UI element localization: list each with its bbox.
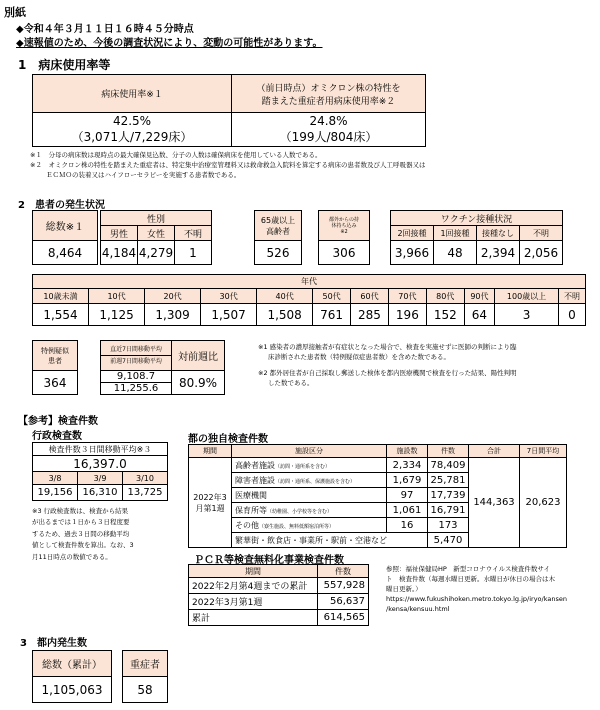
sex-value-male: 4,184 — [101, 241, 138, 265]
cumulative-table — [32, 650, 112, 703]
total-value: 8,464 — [33, 241, 98, 265]
severe-header: 重症者 — [123, 651, 168, 677]
tokyo-header-period: 期間 — [189, 445, 232, 458]
ratio-value: 80.9% — [172, 371, 225, 395]
tokyo-row-facilities: 97 — [387, 488, 428, 503]
age-value: 64 — [464, 304, 494, 326]
sex-header-male: 男性 — [101, 226, 138, 241]
age-header: 100歳以上 — [495, 289, 559, 304]
pcr-row-label: 累計 — [189, 610, 318, 626]
special-value: 364 — [33, 371, 78, 395]
timestamp-line: ◆令和４年３月１１日１６時４５分時点 — [16, 24, 194, 35]
admin-test-title: 行政検査数 — [32, 431, 82, 442]
tokyo-test-title: 都の独自検査件数 — [188, 434, 268, 445]
age-table — [32, 274, 586, 326]
pcr-row-value: 557,928 — [318, 578, 369, 594]
severe-table — [122, 650, 168, 703]
pcr-title: ＰＣＲ等検査無料化事業検査件数 — [194, 555, 344, 566]
age-header: 40代 — [257, 289, 313, 304]
section1-notes: ※１ 分母の病床数は現時点の最大確保見込数、分子の人数は確保病床を使用している人数である。 ※２ オミクロン株の特性を踏まえた重症者は、特定集中治療室管理料又は救命救急入院料を算定する病床の患者数及び人工呼吸器又は ＥＣＭＯの装着又はハイフローセラピーを実施する患者数である。 — [30, 151, 426, 180]
age-header: 20代 — [145, 289, 201, 304]
vaccine-value-2doses: 3,966 — [391, 241, 434, 265]
tokyo-header-facilities: 施設数 — [387, 445, 428, 458]
tokyo-header-count: 件数 — [428, 445, 469, 458]
bed-usage-table — [32, 74, 426, 147]
cumulative-header: 総数（累計） — [33, 651, 112, 677]
tokyo-total: 144,363 — [469, 458, 520, 548]
total-label: 総数※１ — [33, 211, 98, 241]
day-header-3-10: 3/10 — [123, 472, 168, 485]
tokyo-row-count: 16,791 — [428, 503, 469, 518]
age-header: 70代 — [388, 289, 426, 304]
tokyo-row-count: 17,739 — [428, 488, 469, 503]
page-title: 別紙 — [4, 6, 26, 19]
vaccine-label: ワクチン接種状況 — [391, 211, 563, 226]
vaccine-header-unknown: 不明 — [520, 226, 563, 241]
section3-title: 3 都内発生数 — [20, 638, 87, 649]
tokyo-row-label: 高齢者施設（訪問・通所系を含む） — [232, 458, 387, 473]
admin-test-value: 16,397.0 — [33, 456, 168, 472]
pcr-reference: 参照：福祉保健局HP 新型コロナウイルス検査件数サイ ト 検査件数（毎週水曜日更新。水曜日が休日の場合は木 曜日更新。） https://www.fukushihoken.metro.tokyo.lg.jp/iryo/kansen /kensa/kensuu.html — [386, 564, 596, 614]
age-label: 年代 — [33, 275, 586, 289]
tokyo-row-count: 173 — [428, 518, 469, 533]
sex-value-unknown: 1 — [175, 241, 212, 265]
age-value: 3 — [495, 304, 559, 326]
age-value: 1,309 — [145, 304, 201, 326]
sex-table — [100, 210, 212, 265]
tokyo-row-count: 25,781 — [428, 473, 469, 488]
age-value: 761 — [313, 304, 351, 326]
admin-test-table — [32, 442, 168, 501]
bed-usage-value: 42.5% （3,071人/7,229床） — [33, 113, 232, 147]
tokyo-row-facilities: 16 — [387, 518, 428, 533]
vaccine-value-none: 2,394 — [477, 241, 520, 265]
tokyo-test-table — [188, 444, 567, 548]
age-value: 1,507 — [201, 304, 257, 326]
vaccine-header-2doses: 2回接種 — [391, 226, 434, 241]
day-value-3-8: 19,156 — [33, 485, 78, 501]
total-patients-table — [32, 210, 98, 265]
section2-notes: ※1 感染者の濃厚接触者が有症状となった場合で、検査を実施せずに医師の判断により臨 床診断された患者数（特例疑似症患者数）を含めた数である。 ※2 都外居住者が自己採取し郵送した検体を都内医療機関で検査を行った結果、陽性判明 した数である。 — [258, 343, 517, 388]
severe-bed-usage-value: 24.8% （199人/804床） — [232, 113, 426, 147]
day-header-3-9: 3/9 — [78, 472, 123, 485]
vaccine-value-1dose: 48 — [434, 241, 477, 265]
age-header: 50代 — [313, 289, 351, 304]
tokyo-row-count: 78,409 — [428, 458, 469, 473]
age-value: 0 — [558, 304, 585, 326]
sex-label: 性別 — [101, 211, 212, 226]
vaccine-table — [390, 210, 563, 265]
tokyo-row-label: 医療機関 — [232, 488, 387, 503]
age-header: 80代 — [426, 289, 464, 304]
severe-value: 58 — [123, 677, 168, 703]
outside-table — [318, 210, 370, 265]
day-value-3-10: 13,725 — [123, 485, 168, 501]
reference-link[interactable]: https://www.fukushihoken.metro.tokyo.lg.jp/iryo/kansen — [386, 595, 567, 604]
sex-value-female: 4,279 — [138, 241, 175, 265]
section1-title: 1 病床使用率等 — [18, 58, 111, 72]
severe-bed-usage-header: （前日時点）オミクロン株の特性を 踏まえた重症者用病床使用率※２ — [232, 75, 426, 113]
age-header: 60代 — [351, 289, 389, 304]
age-value: 1,508 — [257, 304, 313, 326]
vaccine-value-unknown: 2,056 — [520, 241, 563, 265]
tokyo-row-label: その他（寮生施設、無料低額宿泊所等） — [232, 518, 387, 533]
outside-label: 都外からの持 休持ち込み ※2 — [319, 211, 370, 241]
outside-value: 306 — [319, 241, 370, 265]
section2-title: 2 患者の発生状況 — [18, 200, 105, 211]
tokyo-row-count: 5,470 — [428, 533, 469, 548]
tokyo-row-label: 保育所等（幼稚園、小学校等を含む） — [232, 503, 387, 518]
tokyo-row-label: 障害者施設（訪問・通所系、保護施設を含む） — [232, 473, 387, 488]
admin-test-note: ※3 行政検査数は、検査から結果 が出るまでは１日から３日程度要 するため、過去３日間の移動平均 値として検査件数を算出。なお、3 月11日時点の数値である。 — [32, 507, 134, 561]
tokyo-row-facilities: 2,334 — [387, 458, 428, 473]
vaccine-header-1dose: 1回接種 — [434, 226, 477, 241]
ratio-label: 対前週比 — [172, 341, 225, 371]
age-value: 196 — [388, 304, 426, 326]
day-header-3-8: 3/8 — [33, 472, 78, 485]
age-value: 152 — [426, 304, 464, 326]
tokyo-row-facilities: 1,679 — [387, 473, 428, 488]
tokyo-row-label: 繁華街・飲食店・事業所・駅前・空港など — [232, 533, 428, 548]
reference-title: 【参考】検査件数 — [18, 416, 98, 427]
bed-usage-header: 病床使用率※１ — [33, 75, 232, 113]
tokyo-header-avg: 7日間平均 — [520, 445, 567, 458]
cumulative-value: 1,105,063 — [33, 677, 112, 703]
tokyo-header-total: 合計 — [469, 445, 520, 458]
tokyo-period: 2022年3 月第1週 — [189, 458, 232, 548]
day-value-3-9: 16,310 — [78, 485, 123, 501]
moving-average-values: 9,108.7 11,255.6 — [101, 371, 172, 395]
pcr-header-period: 期間 — [189, 565, 318, 578]
elderly-table — [254, 210, 302, 265]
tokyo-row-facilities: 1,061 — [387, 503, 428, 518]
sex-header-female: 女性 — [138, 226, 175, 241]
special-table — [32, 340, 78, 395]
age-value: 285 — [351, 304, 389, 326]
vaccine-header-none: 接種なし — [477, 226, 520, 241]
tokyo-avg: 20,623 — [520, 458, 567, 548]
age-header: 不明 — [558, 289, 585, 304]
elderly-value: 526 — [255, 241, 302, 265]
pcr-header-count: 件数 — [318, 565, 369, 578]
sex-header-unknown: 不明 — [175, 226, 212, 241]
elderly-label: 65歳以上 高齢者 — [255, 211, 302, 241]
age-value: 1,125 — [89, 304, 145, 326]
moving-average-table — [100, 340, 225, 395]
pcr-table — [188, 564, 369, 626]
disclaimer-line: ◆速報値のため、今後の調査状況により、変動の可能性があります。 — [16, 38, 323, 49]
pcr-row-value: 614,565 — [318, 610, 369, 626]
age-value: 1,554 — [33, 304, 89, 326]
age-header: 10歳未満 — [33, 289, 89, 304]
pcr-row-label: 2022年2月第4週までの累計 — [189, 578, 318, 594]
pcr-row-label: 2022年3月第1週 — [189, 594, 318, 610]
tokyo-header-category: 施設区分 — [232, 445, 387, 458]
age-header: 90代 — [464, 289, 494, 304]
admin-test-header: 検査件数３日間移動平均※３ — [33, 443, 168, 456]
age-header: 30代 — [201, 289, 257, 304]
special-label: 特例疑似 患者 — [33, 341, 78, 371]
moving-average-label: 直近7日間移動平均 前週7日間移動平均 — [101, 341, 172, 371]
pcr-row-value: 56,637 — [318, 594, 369, 610]
age-header: 10代 — [89, 289, 145, 304]
